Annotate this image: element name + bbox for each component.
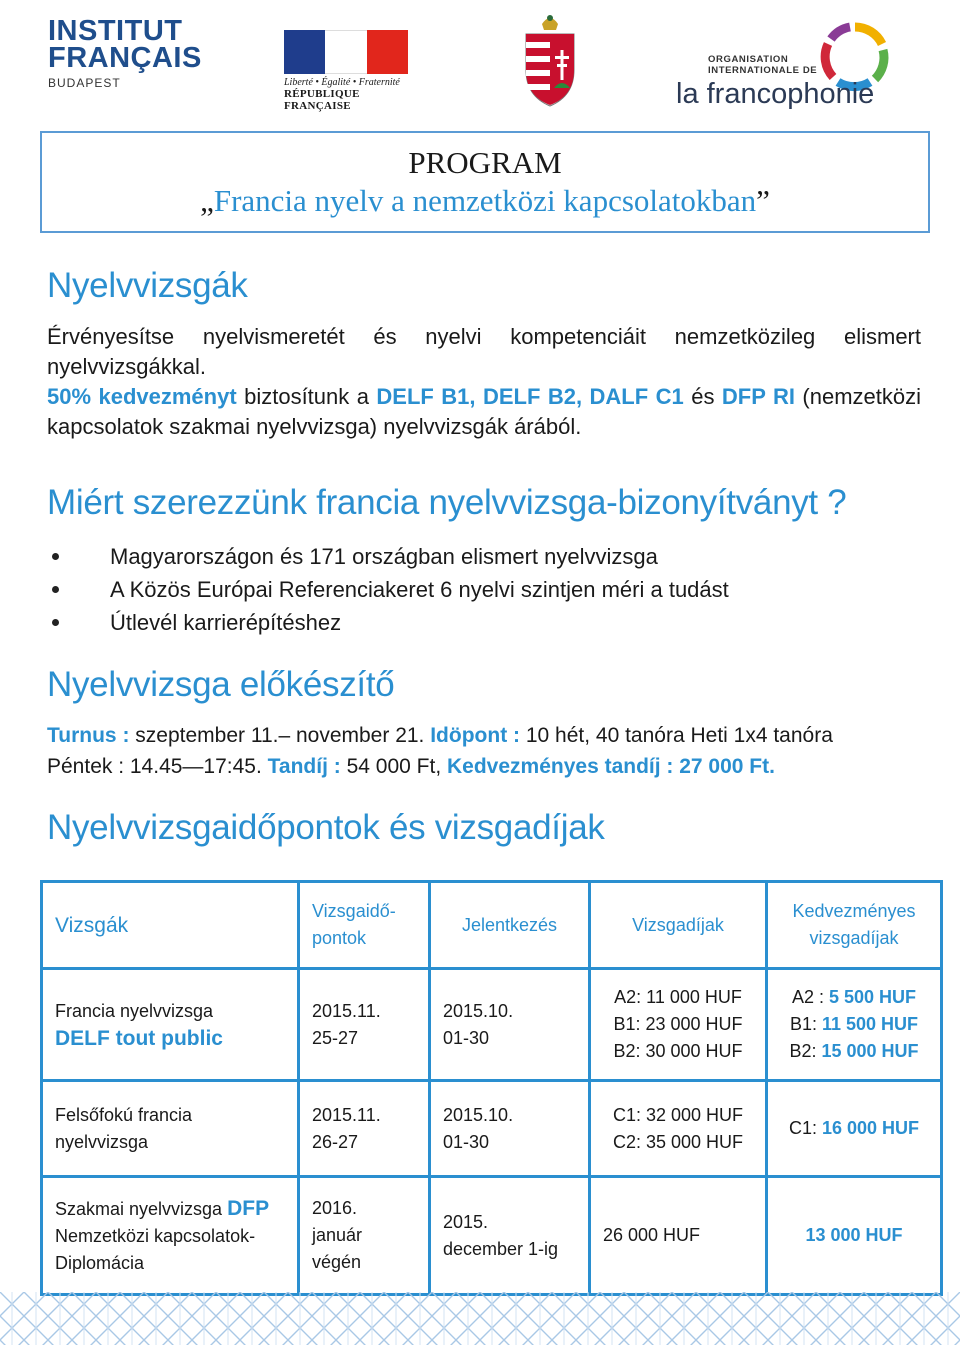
schedule-text: Péntek : 14.45—17:45.	[47, 755, 268, 778]
list-item	[47, 573, 907, 606]
header-vizsgadijak: Vizsgadíjak	[590, 882, 767, 969]
exam-cell	[42, 969, 299, 1081]
list-item	[47, 540, 907, 573]
republique-francaise-logo	[284, 30, 412, 112]
date-line1: 2015.11.	[312, 1000, 381, 1021]
exam-name: Francia nyelvvizsga	[55, 1000, 214, 1021]
discount-fee-cell	[767, 1081, 942, 1177]
date-cell	[299, 1081, 430, 1177]
heading-vizsgaidopontok: Nyelvvizsgaidőpontok és vizsgadíjak	[47, 808, 605, 847]
header-kedvezmenyes	[767, 882, 942, 969]
open-quote: „	[200, 183, 214, 218]
bullet-icon	[52, 553, 59, 560]
discount-highlight: 50% kedvezményt	[47, 384, 237, 409]
list-item-text: Magyarországon és 171 országban elismert nyelvvizsga	[110, 544, 658, 569]
list-item-text: Útlevél karrierépítéshez	[110, 610, 342, 635]
course-details-line1	[47, 720, 927, 751]
reg-line1: 2015.10.	[443, 1104, 514, 1125]
fee-b2: B2: 30 000 HUF	[613, 1041, 743, 1061]
tandij-label: Tandíj :	[267, 755, 341, 778]
heading-elokeszito: Nyelvvizsga előkészítő	[47, 665, 395, 704]
institut-francais-logo	[48, 15, 202, 90]
reg-line2: 01-30	[443, 1027, 490, 1048]
para2-text-b: biztosítunk a	[236, 384, 377, 409]
fee-cell	[590, 969, 767, 1081]
date-line2: január	[312, 1225, 363, 1245]
header-vizsgak: Vizsgák	[42, 882, 299, 969]
heading-miert: Miért szerezzünk francia nyelvvizsga-bizonyítványt ?	[47, 483, 847, 522]
date-line1: 2016.	[312, 1198, 358, 1218]
discount-b1-label: B1:	[789, 1014, 822, 1034]
date-cell	[299, 969, 430, 1081]
header-jelentkezes: Jelentkezés	[430, 882, 590, 969]
french-flag-icon	[284, 30, 408, 74]
discount-a2-value: 5 500 HUF	[828, 987, 917, 1007]
discount-b1-value: 11 500 HUF	[821, 1014, 919, 1034]
exam-name: Felsőfokú francia	[55, 1104, 193, 1125]
discount-fee-cell: 13 000 HUF	[767, 1177, 942, 1295]
header-pontok: pontok	[312, 928, 367, 948]
exam-name-line2: Nemzetközi kapcsolatok-	[55, 1225, 256, 1246]
discount-a2	[780, 984, 928, 1011]
exam-cell	[42, 1177, 299, 1295]
registration-cell	[430, 969, 590, 1081]
list-item	[47, 606, 907, 639]
exam-name-line3: Diplomácia	[55, 1252, 145, 1273]
date-line1: 2015.11.	[312, 1104, 381, 1125]
fee-b1: B1: 23 000 HUF	[613, 1014, 743, 1034]
registration-cell	[430, 1177, 590, 1295]
header-kedv-line1: Kedvezményes	[792, 901, 916, 921]
exam-name	[55, 1195, 285, 1223]
fee-c1: C1: 32 000 HUF	[612, 1104, 744, 1125]
reg-line1: 2015.10.	[443, 1000, 514, 1021]
reg-line2: 01-30	[443, 1131, 490, 1152]
decorative-footer-pattern	[0, 1292, 960, 1345]
francophonie-line1: ORGANISATION	[708, 54, 789, 65]
discount-b2	[780, 1038, 928, 1065]
fee-c2: C2: 35 000 HUF	[612, 1131, 744, 1152]
exam-type: DELF tout public	[55, 1026, 223, 1050]
logo-strip	[0, 0, 960, 120]
table-header-row	[42, 882, 942, 969]
discount-c1-label: C1:	[788, 1118, 822, 1138]
francophonie-logo	[672, 22, 902, 114]
discount-b2-value: 15 000 HUF	[821, 1041, 919, 1061]
turnus-label: Turnus :	[47, 724, 130, 747]
institut-logo-line1: INSTITUT	[48, 15, 183, 47]
reg-line2: december 1-ig	[443, 1238, 559, 1259]
republique-name: RÉPUBLIQUE FRANÇAISE	[284, 88, 360, 112]
exam-name-text: Szakmai nyelvvizsga	[55, 1198, 228, 1219]
date-cell	[299, 1177, 430, 1295]
fee-a2: A2: 11 000 HUF	[614, 987, 742, 1007]
fee-cell: 26 000 HUF	[590, 1177, 767, 1295]
intro-para1: Érvényesítse nyelvismeretét és nyelvi kompetenciáit nemzetközileg elismert nyelvvizsgákkal.	[47, 324, 921, 379]
intro-paragraph	[47, 322, 921, 442]
table-row	[42, 969, 942, 1081]
discount-c1-value: 16 000 HUF	[821, 1118, 920, 1138]
bullet-icon	[52, 586, 59, 593]
table-row	[42, 1177, 942, 1295]
para2-text-d: és	[683, 384, 722, 409]
program-subtitle-text: Francia nyelv a nemzetközi kapcsolatokban	[213, 183, 757, 218]
reg-line1: 2015.	[443, 1211, 489, 1232]
program-title-box	[40, 131, 930, 233]
dfp-ri-highlight: DFP RI	[721, 384, 795, 409]
idopont-label: Idöpont :	[430, 724, 521, 747]
exam-list-highlight: DELF B1, DELF B2, DALF C1	[376, 384, 684, 409]
discount-b2-label: B2:	[789, 1041, 822, 1061]
turnus-value: szeptember 11.– november 21.	[129, 724, 431, 747]
header-vizsgaido: Vizsgaidő-	[312, 901, 396, 921]
header-vizsgaidopontok	[299, 882, 430, 969]
republique-motto: Liberté • Égalité • Fraternité	[284, 77, 400, 88]
institut-logo-line2: FRANÇAIS	[48, 42, 202, 74]
francophonie-line2: INTERNATIONALE DE	[708, 65, 818, 76]
program-subtitle	[42, 181, 928, 221]
discount-a2-label: A2 :	[791, 987, 829, 1007]
exam-schedule-table	[40, 880, 940, 1286]
registration-cell	[430, 1081, 590, 1177]
fee-cell	[590, 1081, 767, 1177]
hungarian-coat-of-arms-icon	[520, 10, 580, 110]
francophonie-wordmark: la francophonie	[676, 78, 875, 110]
close-quote: ”	[756, 183, 770, 218]
header-kedv-line2: vizsgadíjak	[809, 928, 899, 948]
date-line3: végén	[312, 1252, 362, 1272]
course-details-line2	[47, 751, 927, 782]
para2-text-f: (nemzetközi kapcsolatok szakmai nyelvvizsga) nyelvvizsgák árából.	[47, 384, 922, 439]
idopont-value: 10 hét, 40 tanóra Heti 1x4 tanóra	[520, 724, 833, 747]
reasons-list	[47, 540, 907, 639]
discount-fee-cell	[767, 969, 942, 1081]
heading-nyelvvizsgak: Nyelvvizsgák	[47, 266, 248, 305]
tandij-value: 54 000 Ft,	[340, 755, 447, 778]
date-line2: 25-27	[312, 1027, 359, 1048]
date-line2: 26-27	[312, 1131, 359, 1152]
discounted-fee: Kedvezményes tandíj : 27 000 Ft.	[447, 755, 775, 778]
exam-name-line2: nyelvvizsga	[55, 1131, 149, 1152]
discount-b1	[780, 1011, 928, 1038]
francophonie-org-text	[708, 54, 817, 76]
table-row	[42, 1081, 942, 1177]
intro-para2	[47, 382, 921, 442]
institut-logo-line3: BUDAPEST	[48, 76, 121, 90]
list-item-text: A Közös Európai Referenciakeret 6 nyelvi szintjen méri a tudást	[110, 577, 729, 602]
program-title: PROGRAM	[408, 145, 562, 180]
exam-dfp: DFP	[227, 1196, 270, 1220]
exam-cell	[42, 1081, 299, 1177]
course-details	[47, 720, 927, 782]
bullet-icon	[52, 619, 59, 626]
